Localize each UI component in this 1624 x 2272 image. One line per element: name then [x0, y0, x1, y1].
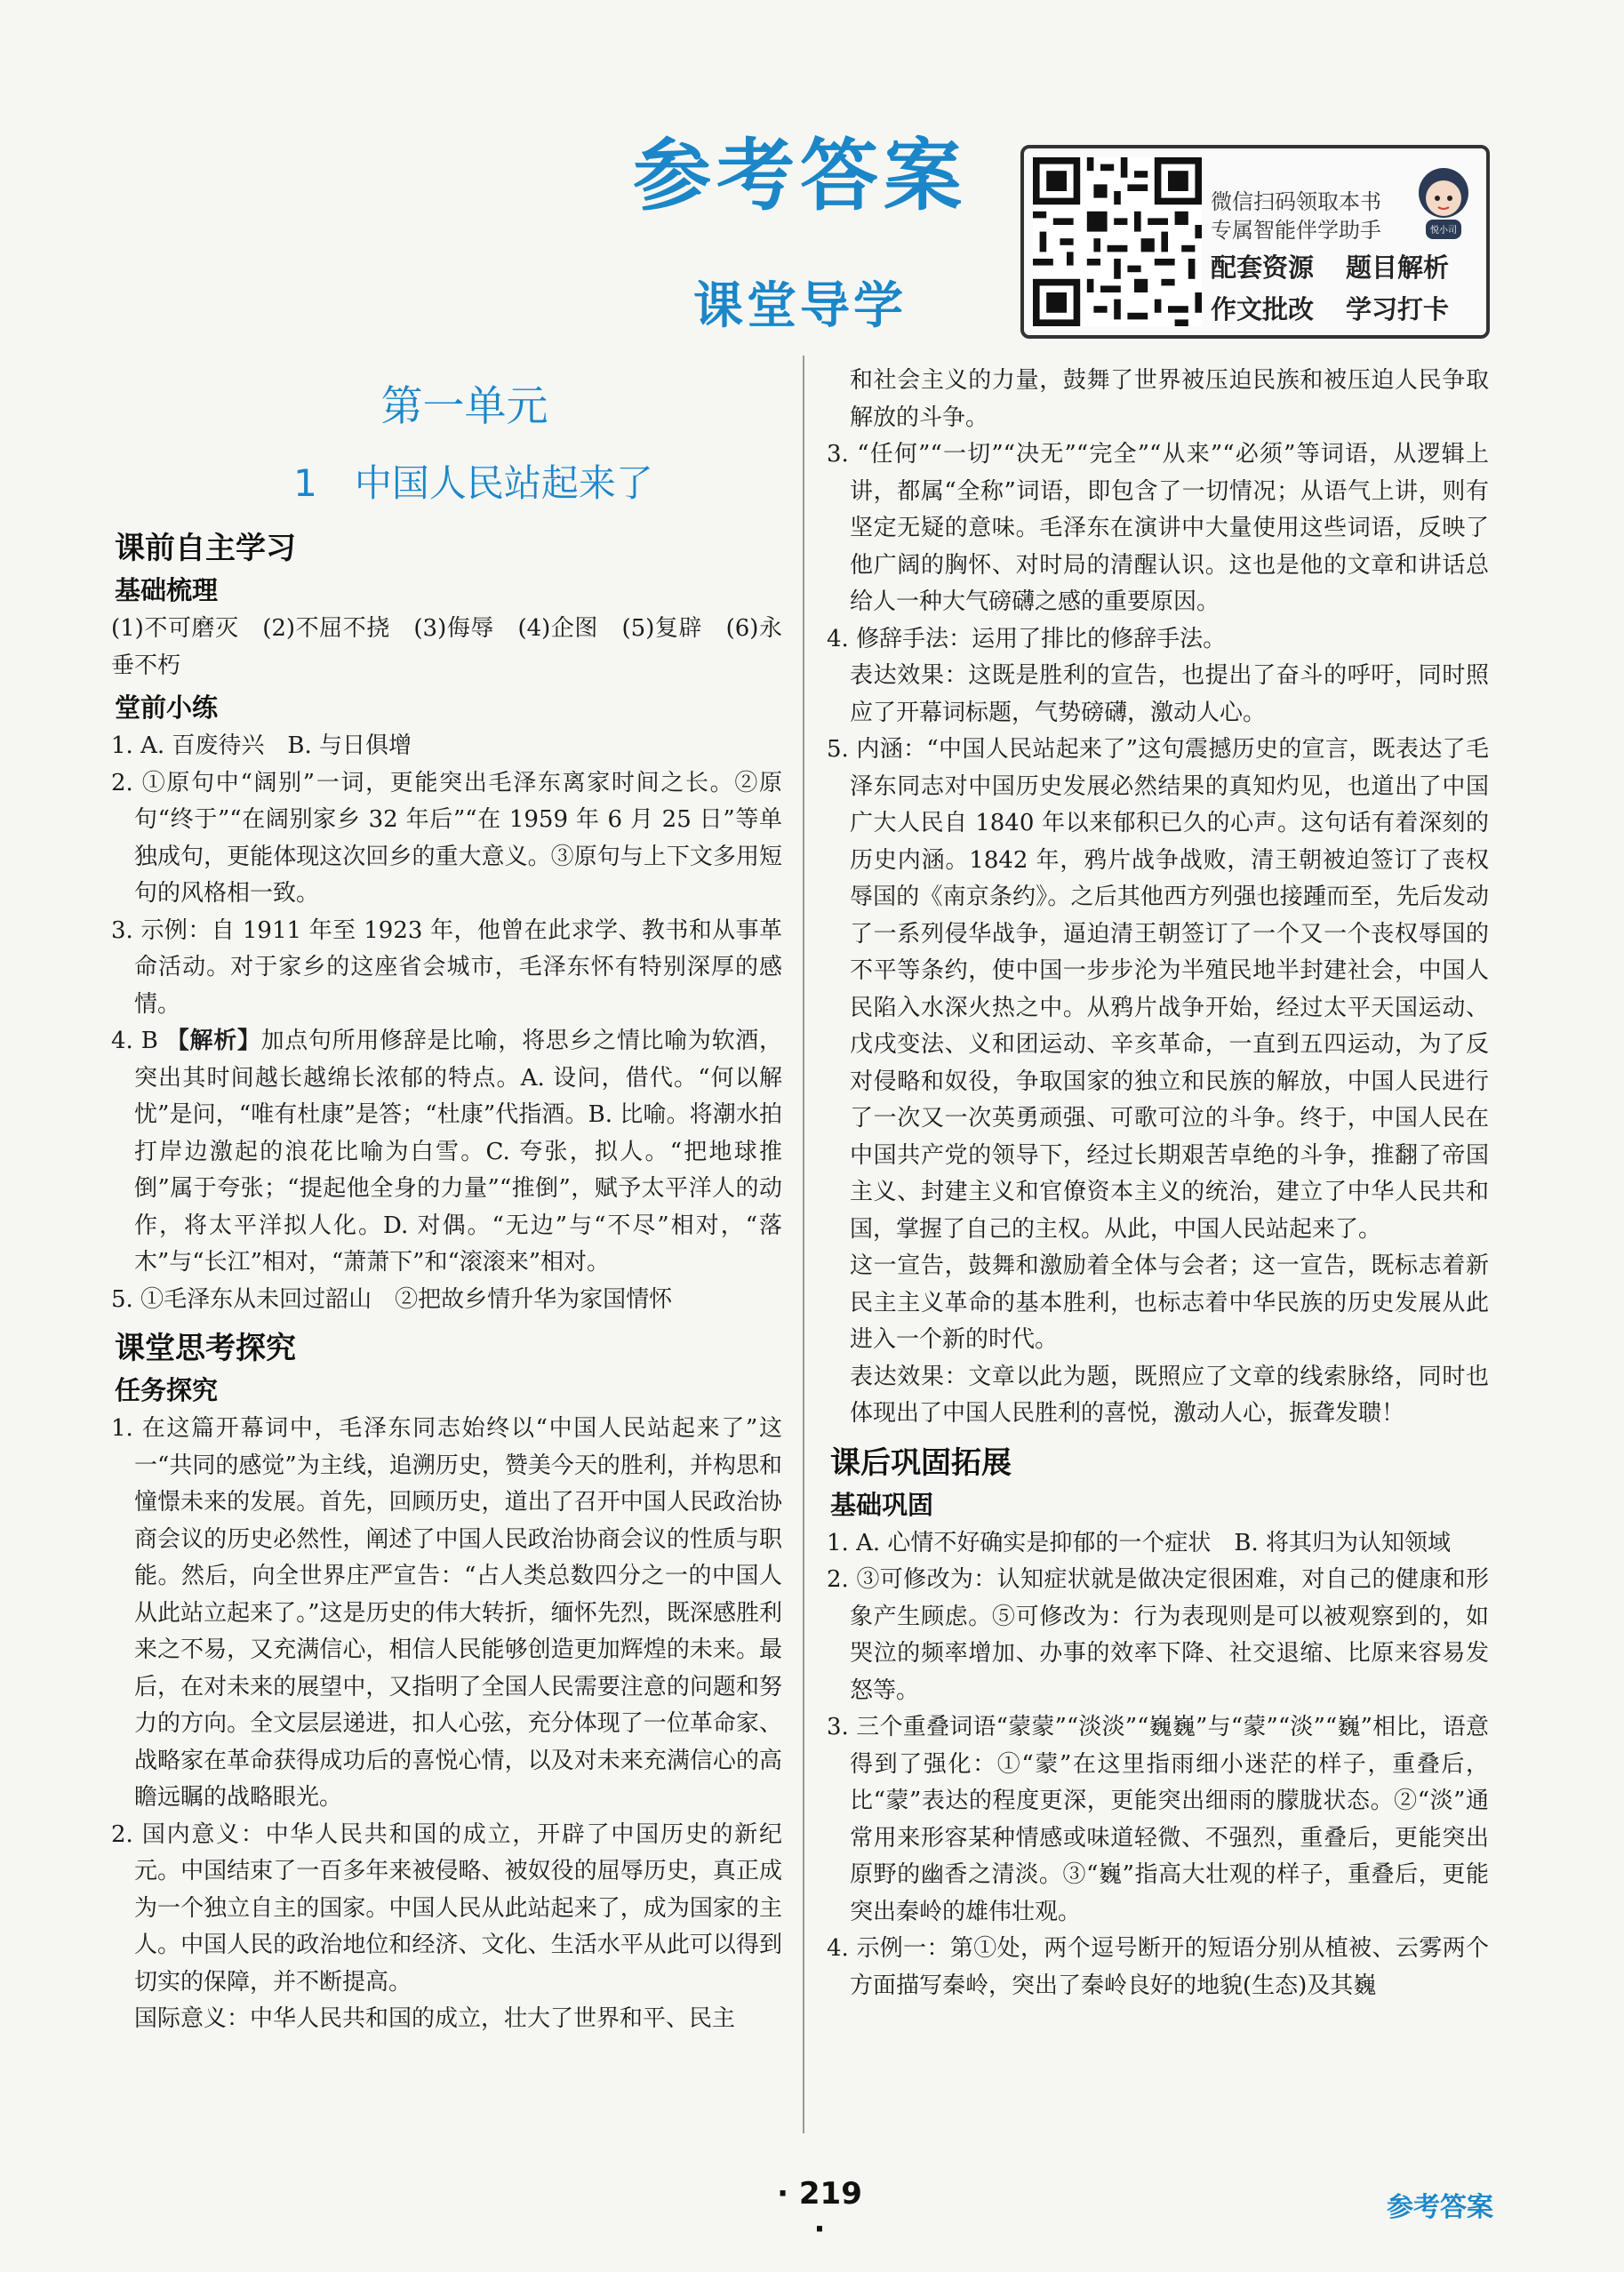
answer-item: 3. 三个重叠词语“蒙蒙”“淡淡”“巍巍”与“蒙”“淡”“巍”相比，语意得到了强化：①“蒙”在这里指雨细小迷茫的样子，重叠后，比“蒙”表达的程度更深，更能突出细雨的朦胧状态。②“淡”通常用来形容某种情感或味道轻微、不强烈，重叠后，更能突出原野的幽香之清淡。③“巍”指高大壮观的样子，重叠后，更能突出秦岭的雄伟壮观。: [827, 1714, 1489, 1925]
answer-item-cont: 这一宣告，鼓舞和激励着全体与会者；这一宣告，既标志着新民主主义革命的基本胜利，也标志着中华民族的历史发展从此进入一个新的时代。: [850, 1252, 1489, 1353]
promo-tags: [1211, 248, 1477, 332]
analysis-text: 加点句所用修辞是比喻，将思乡之情比喻为软酒，突出其时间越长越绵长浓郁的特点。A. 设问，借代。“何以解忧”是问，“唯有杜康”是答；“杜康”代指酒。B. 比喻。将潮水拍打岸边激起的浪花比喻为白雪。C. 夸张，拟人。“把地球推倒”属于夸张；“提起他全身的力量”“推倒”，赋予太平洋人的动作，将太平洋拟人化。D. 对偶。“无边”与“不尽”相对，“落木”与“长江”相对，“萧萧下”和“滚滚来”相对。: [134, 1028, 782, 1276]
promo-line-1: 微信扫码领取本书: [1211, 189, 1381, 214]
answer-item: 4. 修辞手法：运用了排比的修辞手法。: [827, 625, 1227, 652]
section-title: 课堂思考探究: [115, 1331, 296, 1366]
footer-label: 参考答案: [1387, 2192, 1493, 2223]
answer-item: 2. ①原句中“阔别”一词，更能突出毛泽东离家时间之长。②原句“终于”“在阔别家乡 32 年后”“在 1959 年 6 月 25 日”等单独成句，更能体现这次回乡的重大意义。③原句与上下文多用短句的风格相一致。: [111, 769, 782, 907]
analysis-tag: 【解析】: [165, 1028, 261, 1054]
section-title: 课后巩固拓展: [830, 1444, 1012, 1481]
qr-promo-box[interactable]: [1020, 145, 1490, 339]
answer-item: 2. ③可修改为：认知症状就是做决定很困难，对自己的健康和形象产生顾虑。⑤可修改为：行为表现则是可以被观察到的，如哭泣的频率增加、办事的效率下降、社交退缩、比原来容易发怒等。: [827, 1566, 1489, 1704]
answer-item: 1. A. 百废待兴 B. 与日俱增: [111, 732, 412, 759]
answer-basics: (1)不可磨灭 (2)不屈不挠 (3)侮辱 (4)企图 (5)复辟 (6)永垂不朽: [111, 615, 782, 679]
answer-item: 4. 示例一：第①处，两个逗号断开的短语分别从植被、云雾两个方面描写秦岭，突出了秦岭良好的地貌(生态)及其巍: [827, 1935, 1489, 1999]
right-column: [827, 363, 1489, 2004]
answer-item-cont: 和社会主义的力量，鼓舞了世界被压迫民族和被压迫人民争取解放的斗争。: [850, 367, 1489, 431]
mascot-label: 悦小司: [1430, 226, 1457, 236]
subsection-title: 基础巩固: [830, 1489, 934, 1520]
left-column: [111, 373, 782, 2038]
page-number: · 219 ·: [777, 2176, 862, 2247]
promo-tag: 题目解析: [1346, 252, 1450, 283]
answer-item-cont: 表达效果：文章以此为题，既照应了文章的线索脉络，同时也体现出了中国人民胜利的喜悦，激动人心，振聋发聩！: [850, 1363, 1489, 1427]
promo-tag: 作文批改: [1211, 294, 1315, 324]
answer-item: [111, 1023, 782, 1282]
promo-tag: 配套资源: [1211, 252, 1315, 283]
unit-title: 第一单元: [380, 382, 548, 431]
answer-item-cont: 国际意义：中华人民共和国的成立，壮大了世界和平、民主: [134, 2005, 736, 2032]
subsection-title: 基础梳理: [115, 575, 219, 605]
mascot-icon: [1406, 157, 1482, 246]
page-subtitle: 课堂导学: [693, 277, 907, 335]
answer-item: 1. 在这篇开幕词中，毛泽东同志始终以“中国人民站起来了”这一“共同的感觉”为主线，追溯历史，赞美今天的胜利，并构思和憧憬未来的发展。首先，回顾历史，道出了召开中国人民政治协商会议的历史必然性，阐述了中国人民政治协商会议的性质与职能。然后，向全世界庄严宣告：“占人类总数四分之一的中国人从此站立起来了。”这是历史的伟大转折，缅怀先烈，既深感胜利来之不易，又充满信心，相信人民能够创造更加辉煌的未来。最后，在对未来的展望中，又指明了全国人民需要注意的问题和努力的方向。全文层层递进，扣人心弦，充分体现了一位革命家、战略家在革命获得成功后的喜悦心情，以及对未来充满信心的高瞻远瞩的战略眼光。: [111, 1415, 782, 1811]
subsection-title: 堂前小练: [115, 692, 219, 723]
page-title: 参考答案: [632, 130, 967, 221]
column-divider: [803, 356, 804, 2133]
section-title: 课前自主学习: [115, 531, 296, 566]
answer-item: 1. A. 心情不好确实是抑郁的一个症状 B. 将其归为认知领域: [827, 1529, 1452, 1556]
answer-item: 3. 示例：自 1911 年至 1923 年，他曾在此求学、教书和从事革命活动。对于家乡的这座省会城市，毛泽东怀有特别深厚的感情。: [111, 916, 782, 1018]
promo-line-2: 专属智能伴学助手: [1211, 218, 1381, 243]
answer-item: 3. “任何”“一切”“决无”“完全”“从来”“必须”等词语，从逻辑上讲，都属“全称”词语，即包含了一切情况；从语气上讲，则有坚定无疑的意味。毛泽东在演讲中大量使用这些词语，反映了他广阔的胸怀、对时局的清醒认识。这也是他的文章和讲话总给人一种大气磅礴之感的重要原因。: [827, 441, 1489, 615]
answer-item: 2. 国内意义：中华人民共和国的成立，开辟了中国历史的新纪元。中国结束了一百多年来被侵略、被奴役的屈辱历史，真正成为一个独立自主的国家。中国人民从此站起来了，成为国家的主人。中国人民的政治地位和经济、文化、生活水平从此可以得到切实的保障，并不断提高。: [111, 1820, 782, 1996]
qr-code-icon[interactable]: [1033, 157, 1202, 326]
answer-item: 5. 内涵：“中国人民站起来了”这句震撼历史的宣言，既表达了毛泽东同志对中国历史发展必然结果的真知灼见，也道出了中国广大人民自 1840 年以来郁积已久的心声。这句话有着深刻的历史内涵。1842 年，鸦片战争战败，清王朝被迫签订了丧权辱国的《南京条约》。之后其他西方列强也接踵而至，先后发动了一系列侵华战争，逼迫清王朝签订了一个又一个丧权辱国的不平等条约，使中国一步步沦为半殖民地半封建社会，中国人民陷入水深火热之中。从鸦片战争开始，经过太平天国运动、戊戌变法、义和团运动、辛亥革命，一直到五四运动，为了反对侵略和奴役，争取国家的独立和民族的解放，中国人民进行了一次又一次英勇顽强、可歌可泣的斗争。终于，中国人民在中国共产党的领导下，经过长期艰苦卓绝的斗争，推翻了帝国主义、封建主义和官僚资本主义的统治，建立了中华人民共和国，掌握了自己的主权。从此，中国人民站起来了。: [827, 736, 1489, 1243]
lesson-title: 1 中国人民站起来了: [293, 461, 653, 505]
answer-item-cont: 表达效果：这既是胜利的宣告，也提出了奋斗的呼吁，同时照应了开幕词标题，气势磅礴，激动人心。: [850, 662, 1489, 726]
promo-tag: 学习打卡: [1346, 294, 1450, 324]
answer-item: 5. ①毛泽东从未回过韶山 ②把故乡情升华为家国情怀: [111, 1285, 673, 1313]
subsection-title: 任务探究: [115, 1375, 219, 1405]
answer-prefix: 4. B: [111, 1028, 166, 1054]
